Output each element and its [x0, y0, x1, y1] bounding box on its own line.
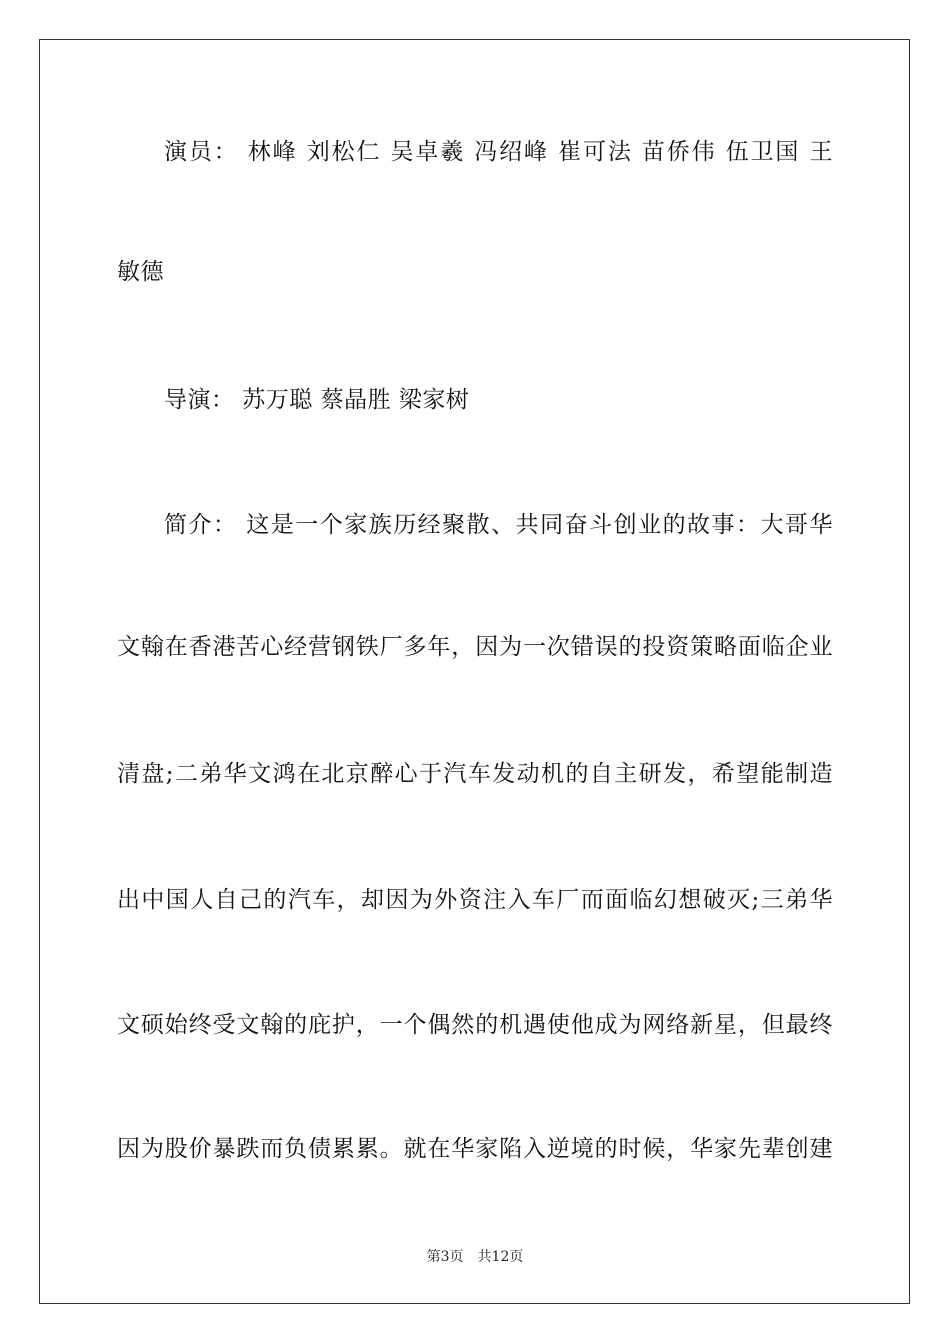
- synopsis-line: 文翰在香港苦心经营钢铁厂多年，因为一次错误的投资策略面临企业: [117, 634, 833, 660]
- synopsis-line: 文硕始终受文翰的庇护，一个偶然的机遇使他成为网络新星，但最终: [117, 1012, 833, 1038]
- cast-line-1: 演员： 林峰 刘松仁 吴卓羲 冯绍峰 崔可法 苗侨伟 伍卫国 王: [164, 139, 833, 165]
- page-number: 第3页: [426, 1249, 464, 1265]
- page-frame: [39, 39, 910, 1304]
- synopsis-line: 出中国人自己的汽车，却因为外资注入车厂而面临幻想破灭;三弟华: [117, 887, 833, 913]
- synopsis-line: 因为股价暴跌而负债累累。就在华家陷入逆境的时候，华家先辈创建: [117, 1136, 833, 1162]
- director-line: 导演： 苏万聪 蔡晶胜 梁家树: [164, 387, 470, 413]
- synopsis-line: 简介： 这是一个家族历经聚散、共同奋斗创业的故事：大哥华: [164, 512, 833, 538]
- page-footer: [0, 1248, 950, 1266]
- page-total: 共12页: [477, 1249, 524, 1265]
- synopsis-line: 清盘;二弟华文鸿在北京醉心于汽车发动机的自主研发，希望能制造: [117, 761, 833, 787]
- cast-line-2: 敏德: [117, 259, 164, 285]
